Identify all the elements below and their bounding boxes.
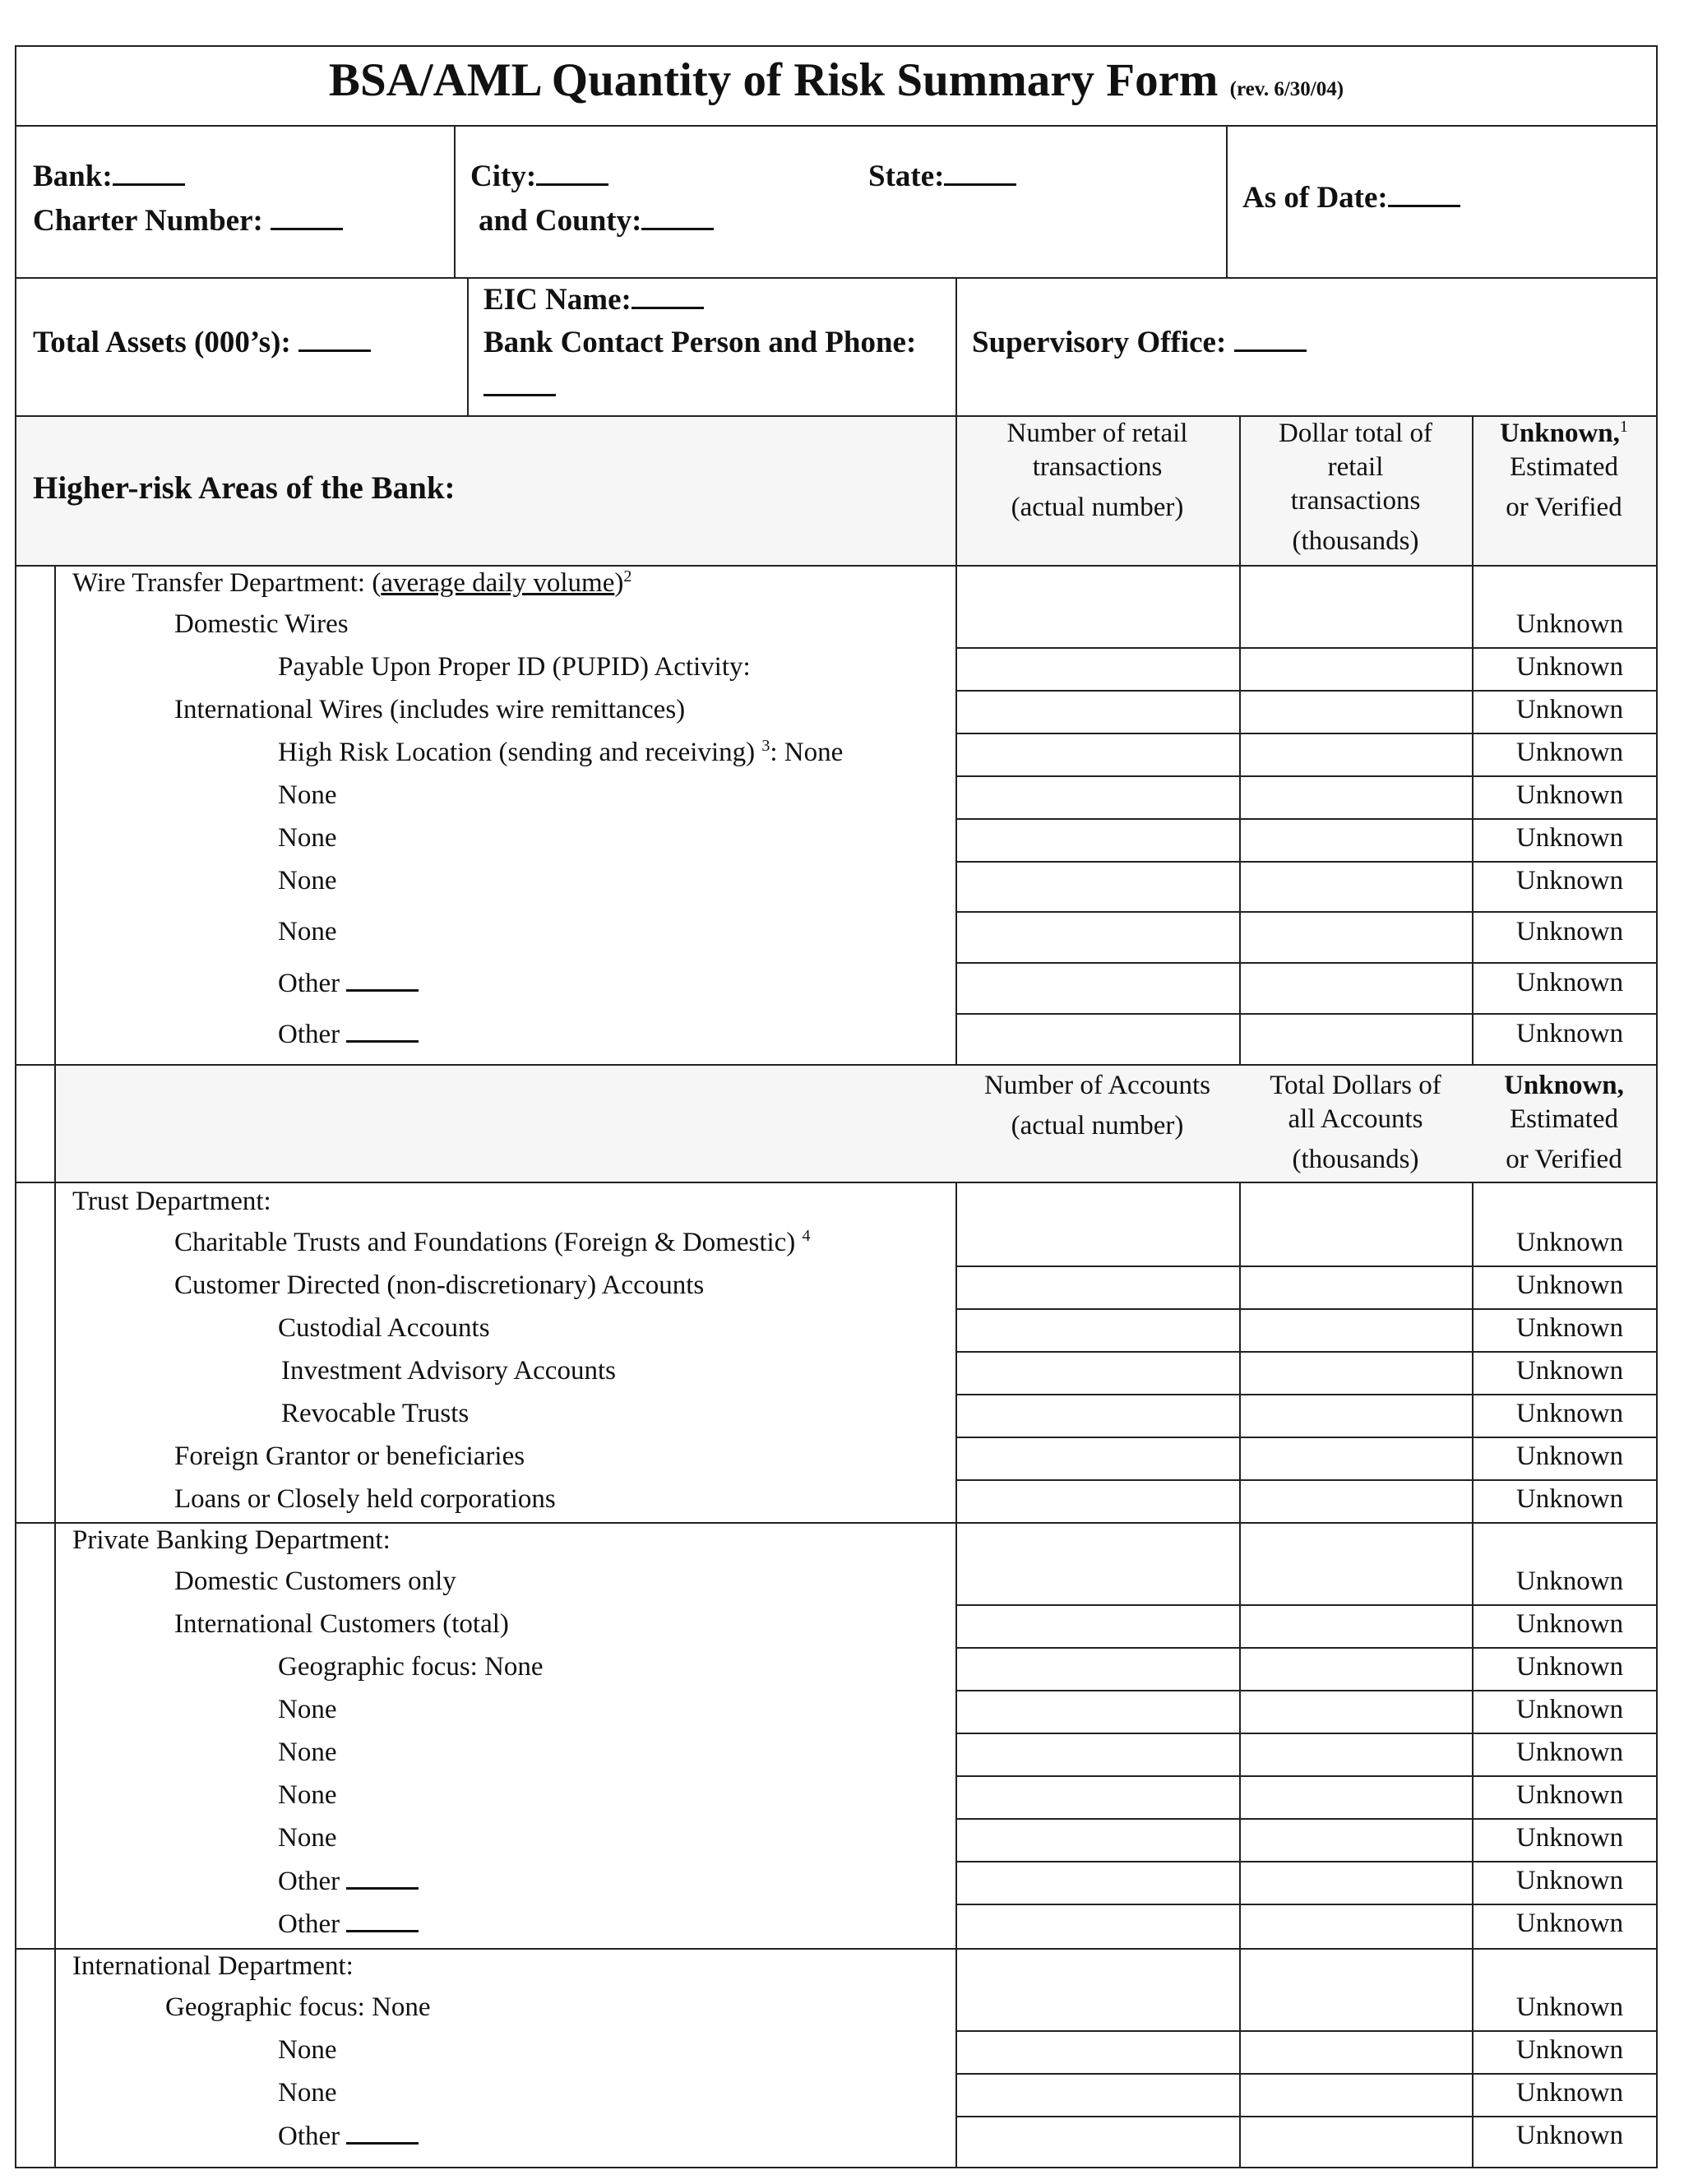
row-investment-advisory: Investment Advisory Accounts — [281, 1356, 616, 1386]
private-banking-heading: Private Banking Department: — [72, 1525, 391, 1555]
unknown-wire-none-1[interactable]: Unknown — [1515, 780, 1624, 810]
unknown-pb-international[interactable]: Unknown — [1515, 1609, 1624, 1639]
eic-name-label: EIC Name: — [483, 283, 632, 317]
row-pb-none-2: None — [278, 1737, 337, 1767]
unknown-wire-other-1[interactable]: Unknown — [1515, 968, 1624, 997]
col2-line3: transactions — [1290, 486, 1421, 516]
eic-name-blank[interactable] — [632, 285, 704, 309]
row-wire-none-2: None — [278, 823, 337, 853]
pb-other-1-label: Other — [278, 1867, 340, 1896]
state-blank[interactable] — [944, 162, 1016, 186]
acc-col2-line1: Total Dollars of — [1270, 1071, 1441, 1100]
unknown-pb-none-2[interactable]: Unknown — [1515, 1737, 1624, 1767]
bank-field[interactable] — [33, 159, 185, 194]
wire-other-2-label: Other — [278, 1020, 340, 1049]
col2-line2: retail — [1327, 452, 1384, 482]
wire-other-1-label: Other — [278, 969, 340, 998]
row-high-risk-location — [278, 738, 843, 768]
bank-label: Bank: — [33, 160, 113, 193]
col1-line3: (actual number) — [1011, 493, 1184, 522]
bank-contact-blank[interactable] — [483, 372, 556, 396]
bank-contact-label: Bank Contact Person and Phone: — [483, 326, 917, 359]
acc-col3-line1: Unknown, — [1504, 1071, 1624, 1100]
row-charitable-trusts — [174, 1228, 811, 1258]
row-domestic-wires: Domestic Wires — [174, 609, 349, 639]
unknown-pb-domestic[interactable]: Unknown — [1515, 1566, 1624, 1596]
charter-number-field[interactable] — [33, 203, 343, 238]
row-pb-geo-focus: Geographic focus: None — [278, 1652, 544, 1682]
row-loans-closely-held: Loans or Closely held corporations — [174, 1484, 556, 1514]
pb-other-2-blank[interactable] — [346, 1909, 419, 1932]
section-header: Higher-risk Areas of the Bank: — [33, 470, 456, 506]
bank-blank[interactable] — [113, 162, 185, 186]
eic-name-field[interactable] — [483, 282, 704, 317]
high-risk-footnote: 3 — [761, 737, 770, 755]
bank-contact-field[interactable] — [483, 325, 916, 360]
row-wire-none-4: None — [278, 917, 337, 946]
col-accounts-number-header — [955, 1069, 1239, 1143]
risk-summary-form — [15, 45, 1658, 2168]
unknown-international-wires[interactable]: Unknown — [1515, 695, 1624, 724]
bank-contact-blank-wrap[interactable] — [483, 369, 556, 405]
row-revocable-trusts: Revocable Trusts — [281, 1399, 470, 1428]
row-pb-other-2 — [278, 1909, 419, 1940]
wire-heading-underlined: average daily volume — [381, 568, 615, 598]
unknown-high-risk-location[interactable]: Unknown — [1515, 738, 1624, 767]
row-pb-international: International Customers (total) — [174, 1609, 509, 1639]
row-pupid: Payable Upon Proper ID (PUPID) Activity: — [278, 652, 751, 682]
col-retail-dollar-header — [1239, 417, 1472, 558]
row-intl-none-1: None — [278, 2035, 337, 2065]
supervisory-office-label: Supervisory Office: — [972, 326, 1227, 359]
col2-line4: (thousands) — [1292, 526, 1419, 556]
unknown-wire-none-4[interactable]: Unknown — [1515, 917, 1624, 946]
col3-line3: or Verified — [1506, 493, 1622, 522]
acc-col1-line2: (actual number) — [1011, 1111, 1184, 1141]
col-accounts-dollars-header — [1239, 1069, 1472, 1177]
city-field[interactable] — [470, 159, 608, 194]
wire-heading-suffix: ) — [614, 568, 624, 598]
unknown-charitable-trusts[interactable]: Unknown — [1515, 1228, 1624, 1257]
col1-line1: Number of retail — [1006, 419, 1188, 448]
unknown-pb-none-3[interactable]: Unknown — [1515, 1780, 1624, 1810]
wire-other-1-blank[interactable] — [346, 968, 419, 992]
wire-other-2-blank[interactable] — [346, 1019, 419, 1043]
unknown-wire-other-2[interactable]: Unknown — [1515, 1019, 1624, 1048]
acc-col2-line2: all Accounts — [1288, 1104, 1423, 1134]
total-assets-field[interactable] — [33, 325, 371, 360]
unknown-pb-none-1[interactable]: Unknown — [1515, 1695, 1624, 1724]
col3-line1: Unknown, — [1500, 419, 1620, 448]
supervisory-office-blank[interactable] — [1234, 328, 1307, 352]
unknown-pb-other-1[interactable]: Unknown — [1515, 1866, 1624, 1895]
acc-col1-line1: Number of Accounts — [984, 1071, 1210, 1100]
international-heading: International Department: — [72, 1951, 354, 1981]
col-accounts-unknown-header — [1472, 1069, 1656, 1177]
row-wire-other-2 — [278, 1019, 419, 1050]
unknown-foreign-grantor[interactable]: Unknown — [1515, 1441, 1624, 1471]
charter-number-blank[interactable] — [271, 206, 343, 230]
col-retail-number-header — [955, 417, 1239, 525]
unknown-pb-other-2[interactable]: Unknown — [1515, 1909, 1624, 1938]
unknown-pb-geo-focus[interactable]: Unknown — [1515, 1652, 1624, 1682]
unknown-intl-geo-focus[interactable]: Unknown — [1515, 1992, 1624, 2022]
trust-heading: Trust Department: — [72, 1187, 271, 1216]
unknown-domestic-wires[interactable]: Unknown — [1515, 609, 1624, 639]
row-foreign-grantor: Foreign Grantor or beneficiaries — [174, 1441, 525, 1471]
pb-other-2-label: Other — [278, 1909, 340, 1939]
charitable-footnote: 4 — [802, 1227, 811, 1245]
high-risk-suffix: : None — [770, 738, 844, 767]
acc-col2-line3: (thousands) — [1292, 1145, 1419, 1174]
total-assets-blank[interactable] — [298, 328, 371, 352]
wire-heading-footnote: 2 — [623, 567, 632, 585]
unknown-intl-none-2[interactable]: Unknown — [1515, 2078, 1624, 2108]
row-pb-domestic: Domestic Customers only — [174, 1566, 456, 1596]
unknown-intl-other-1[interactable]: Unknown — [1515, 2121, 1624, 2150]
form-title — [16, 53, 1656, 107]
col-unknown-header — [1472, 417, 1656, 525]
unknown-loans-closely-held[interactable]: Unknown — [1515, 1484, 1624, 1514]
row-pb-none-1: None — [278, 1695, 337, 1724]
intl-other-1-label: Other — [278, 2122, 340, 2151]
county-label: and County: — [479, 204, 642, 238]
unknown-pupid[interactable]: Unknown — [1515, 652, 1624, 682]
unknown-customer-directed[interactable]: Unknown — [1515, 1270, 1624, 1300]
charitable-label: Charitable Trusts and Foundations (Foreign & Domestic) — [174, 1228, 796, 1257]
col2-line1: Dollar total of — [1279, 419, 1432, 448]
unknown-wire-none-2[interactable]: Unknown — [1515, 823, 1624, 853]
row-wire-none-1: None — [278, 780, 337, 810]
form-title-text: BSA/AML Quantity of Risk Summary Form — [328, 54, 1219, 106]
row-pb-none-4: None — [278, 1823, 337, 1853]
total-assets-label: Total Assets (000’s): — [33, 326, 291, 359]
row-international-wires: International Wires (includes wire remittances) — [174, 695, 686, 724]
acc-col3-line2: Estimated — [1510, 1104, 1618, 1134]
col3-footnote: 1 — [1619, 418, 1628, 436]
unknown-intl-none-1[interactable]: Unknown — [1515, 2035, 1624, 2065]
city-blank[interactable] — [536, 162, 608, 186]
as-of-date-label: As of Date: — [1242, 181, 1388, 215]
unknown-revocable-trusts[interactable]: Unknown — [1515, 1399, 1624, 1428]
row-custodial: Custodial Accounts — [278, 1313, 490, 1343]
high-risk-prefix: High Risk Location (sending and receiving) — [278, 738, 756, 767]
unknown-wire-none-3[interactable]: Unknown — [1515, 866, 1624, 895]
row-intl-other-1 — [278, 2121, 419, 2152]
acc-col3-line3: or Verified — [1506, 1145, 1622, 1174]
col3-line2: Estimated — [1510, 452, 1618, 482]
county-blank[interactable] — [641, 206, 714, 230]
wire-heading — [72, 568, 632, 599]
pb-other-1-blank[interactable] — [346, 1866, 419, 1890]
row-intl-geo-focus: Geographic focus: None — [165, 1992, 431, 2022]
row-pb-other-1 — [278, 1866, 419, 1897]
as-of-date-blank[interactable] — [1388, 183, 1460, 207]
state-field[interactable] — [868, 159, 1016, 194]
row-customer-directed: Customer Directed (non-discretionary) Accounts — [174, 1270, 705, 1300]
row-intl-none-2: None — [278, 2078, 337, 2108]
intl-other-1-blank[interactable] — [346, 2121, 419, 2145]
charter-number-label: Charter Number: — [33, 204, 263, 238]
row-wire-none-3: None — [278, 866, 337, 895]
supervisory-office-field[interactable] — [972, 325, 1307, 360]
form-revision: (rev. 6/30/04) — [1229, 78, 1344, 100]
state-label: State: — [868, 160, 945, 193]
wire-heading-prefix: Wire Transfer Department: ( — [72, 568, 382, 598]
county-field[interactable] — [479, 203, 714, 238]
unknown-custodial[interactable]: Unknown — [1515, 1313, 1624, 1343]
row-pb-none-3: None — [278, 1780, 337, 1810]
unknown-investment-advisory[interactable]: Unknown — [1515, 1356, 1624, 1386]
unknown-pb-none-4[interactable]: Unknown — [1515, 1823, 1624, 1853]
city-label: City: — [470, 160, 537, 193]
col1-line2: transactions — [1032, 452, 1163, 482]
row-wire-other-1 — [278, 968, 419, 999]
as-of-date-field[interactable] — [1242, 180, 1460, 215]
